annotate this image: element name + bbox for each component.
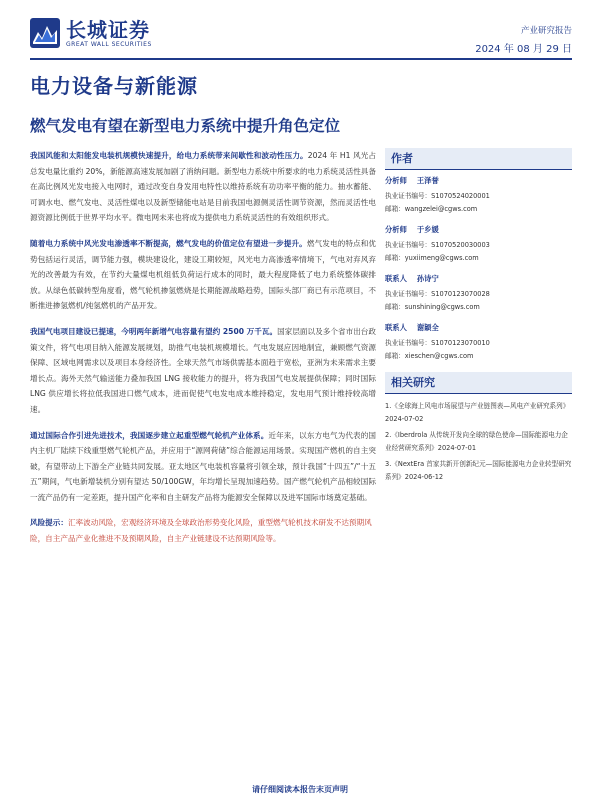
paragraph-body: 国家层面以及多个省市出台政策文件，将气电项目纳入能源发展规划，助推气电装机规模增长。气电发展应因地制宜，兼顾燃气资源保障、区域电网需求以及项目本身经济性。全球天然气市场供需基本面趋于宽松，亚洲为未来需求主要增长点。海外天然气输送能力叠加我国 LNG 接收能力的提升，将为我国气电发展提供保障；同时国际 LNG 供应增长将拉低我国进口燃气成本，进而促使气电发电成本维持稳定，发电用气预计维持较高增速。 [30, 326, 377, 414]
paragraph-lead: 通过国际合作引进先进技术，我国逐步建立起重型燃气轮机产业体系。 [30, 430, 269, 440]
paragraph-lead: 随着电力系统中风光发电渗透率不断提高，燃气发电的价值定位有望进一步提升。 [30, 238, 307, 248]
sidebar [385, 148, 572, 487]
author-role: 分析师 [385, 225, 407, 234]
author-name: 王泽誉 [416, 176, 439, 185]
summary-paragraph [30, 236, 376, 314]
main-column [30, 148, 376, 554]
company-logo [30, 18, 152, 48]
author-cert: 执业证书编号：S1070520030003 [385, 241, 490, 249]
sector-heading: 电力设备与新能源 [30, 74, 198, 98]
logo-english-name: GREAT WALL SECURITIES [66, 40, 152, 48]
risk-body: 汇率波动风险，宏观经济环境及全球政治形势变化风险，重型燃气轮机技术研发不达预期风险，自主产品产业化推进不及预期风险，自主产业链建设不达预期风险等。 [30, 518, 372, 544]
author-email[interactable]: 邮箱：wangzelei@cgws.com [385, 205, 478, 213]
report-type: 产业研究报告 [520, 26, 572, 36]
related-report-link[interactable]: 3.《NextEra 首家共新开创新纪元—国际能源电力企业转型研究系列》2024-06-12 [385, 460, 572, 481]
header-divider [30, 58, 572, 60]
authors-heading: 作者 [385, 148, 572, 170]
author-role: 分析师 [385, 176, 407, 185]
great-wall-logo-icon [30, 18, 60, 48]
summary-paragraph [30, 324, 376, 418]
paragraph-body: 2024 年 H1 风光占总发电量比重约 20%，新能源高速发展加剧了消纳问题。新型电力系统中所要求的电力系统灵活性具备在高比例风光发电接入电网时，通过改变自身发用电特性以维持系统有功功率平衡的能力。抽水蓄能、可调水电、燃气发电、灵活性煤电以及新型储能电站是目前我国电源侧灵活性调节资源，然而灵活性电源资源比例低于世界平均水平。微电网未来也将成为提供电力系统灵活性的有效组织形式。 [30, 151, 376, 223]
author-email[interactable]: 邮箱：xieschen@cgws.com [385, 352, 474, 360]
report-date: 2024 年 08 月 29 日 [475, 44, 572, 55]
author-name: 孙诗宁 [416, 274, 439, 283]
author-cert: 执业证书编号：S1070123070010 [385, 339, 490, 347]
paragraph-lead: 我国风能和太阳能发电装机规模快速提升，给电力系统带来间歇性和波动性压力。 [30, 151, 308, 160]
author-card [385, 225, 572, 265]
author-card [385, 176, 572, 216]
author-email[interactable]: 邮箱：yuxiimeng@cgws.com [385, 254, 479, 262]
author-card [385, 323, 572, 363]
paragraph-body: 近年来，以东方电气为代表的国内主机厂陆续下线重型燃气轮机产品，并应用于“源网荷储”综合能源运用场景。实现国产燃机的自主突破，有望带动上下游全产业链共同发展。亚太地区气电装机容量将引领全球，预计我国“十四五”/“十五五”期间，气电新增装机分别有望达 50/100GW，年均增长呈现加速趋势。国产燃气轮机产品相较国际一流产品仍有一定差距，提升国产化率和自主研发产品将为能源安全保障以及进军国际市场奠定基础。 [30, 430, 376, 502]
summary-paragraph [30, 148, 376, 226]
risk-warning [30, 515, 376, 546]
author-name: 谢颖全 [416, 323, 439, 332]
author-cert: 执业证书编号：S1070123070028 [385, 290, 490, 298]
related-heading: 相关研究 [385, 372, 572, 394]
related-report-link[interactable]: 1.《全球海上风电市场展望与产业链图表—风电产业研究系列》2024-07-02 [385, 402, 570, 423]
footer-disclaimer: 请仔细阅读本报告末页声明 [252, 785, 348, 794]
risk-lead: 风险提示： [30, 518, 68, 528]
author-role: 联系人 [385, 274, 407, 283]
summary-paragraph [30, 428, 376, 506]
author-card [385, 274, 572, 314]
logo-chinese-name: 长城证券 [66, 17, 150, 42]
author-role: 联系人 [385, 323, 407, 332]
related-report-link[interactable]: 2.《Iberdrola 从传统开发向全球的绿色使命—国际能源电力企业经营研究系列》2024-07-01 [385, 431, 568, 452]
author-name: 于乡媛 [416, 225, 439, 234]
author-email[interactable]: 邮箱：sunshining@cgws.com [385, 303, 480, 311]
paragraph-body: 燃气发电的特点和优势包括运行灵活，调节能力强，模块建设化，建设工期较短，风光电力高渗透率情境下，气电对弃风弃光的改善最为有效，在节约大量煤电机组低负荷运行成本的同时，最大程度降低了电力系统整体碳排放。从绿色低碳转型角度看，燃气轮机掺氢燃烧是长期能源战略趋势，国际头部厂商已有示范项目，不断推进掺氢燃机/纯氢燃机的产品开发。 [30, 238, 376, 311]
report-title: 燃气发电有望在新型电力系统中提升角色定位 [30, 117, 341, 135]
paragraph-lead: 我国气电项目建设已提速，今明两年新增气电容量有望约 2500 万千瓦。 [30, 326, 278, 336]
author-cert: 执业证书编号：S1070524020001 [385, 192, 490, 200]
